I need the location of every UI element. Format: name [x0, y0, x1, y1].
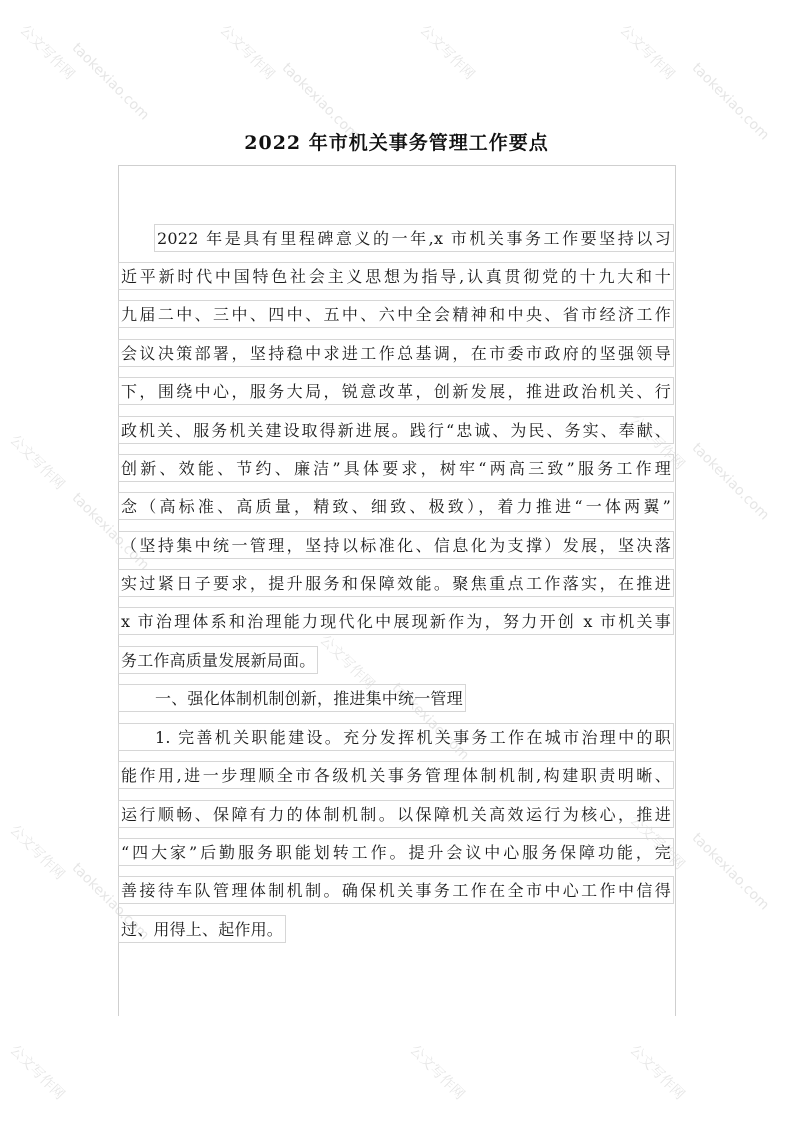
text-line: “四大家”后勤服务职能划转工作。提升会议中心服务保障功能，完 [118, 838, 674, 866]
text-line: 创新、效能、节约、廉洁”具体要求，树牢“两高三致”服务工作理 [118, 454, 674, 482]
section-heading: 一、强化体制机制创新，推进集中统一管理 [118, 684, 466, 712]
text-line: 念（高标准、高质量，精致、细致、极致），着力推进“一体两翼” [118, 492, 674, 520]
text-line: 过、用得上、起作用。 [118, 915, 286, 943]
text-line: 近平新时代中国特色社会主义思想为指导,认真贯彻党的十九大和十 [118, 262, 674, 290]
text-line: 实过紧日子要求，提升服务和保障效能。聚焦重点工作落实，在推进 [118, 569, 674, 597]
document-title: 2022 年市机关事务管理工作要点 [244, 132, 549, 154]
text-line: 2022 年是具有里程碑意义的一年,x 市机关事务工作要坚持以习 [154, 224, 674, 252]
watermark-en: taokexiao.com [688, 830, 773, 914]
watermark-cn: 公文写作网 [626, 812, 688, 873]
watermark-cn: 公文写作网 [6, 432, 68, 493]
watermark-en: taokexiao.com [688, 440, 773, 524]
text-line: 政机关、服务机关建设取得新进展。践行“忠诚、为民、务实、奉献、 [118, 416, 674, 444]
watermark-en: taokexiao.com [278, 60, 363, 144]
text-line: （坚持集中统一管理，坚持以标准化、信息化为支撑）发展，坚决落 [118, 531, 674, 559]
watermark-cn: 公文写作网 [626, 412, 688, 473]
watermark-cn: 公文写作网 [416, 22, 478, 83]
watermark-cn: 公文写作网 [6, 822, 68, 883]
text-line: 九届二中、三中、四中、五中、六中全会精神和中央、省市经济工作 [118, 300, 674, 328]
watermark-cn: 公文写作网 [616, 22, 678, 83]
watermark-cn: 公文写作网 [316, 632, 378, 693]
text-line: 1. 完善机关职能建设。充分发挥机关事务工作在城市治理中的职 [118, 723, 674, 751]
watermark-cn: 公文写作网 [6, 1042, 68, 1103]
watermark-cn: 公文写作网 [16, 22, 78, 83]
watermark-en: taokexiao.com [68, 490, 153, 574]
text-line: x 市治理体系和治理能力现代化中展现新作为，努力开创 x 市机关事 [118, 607, 674, 635]
watermark-en: taokexiao.com [388, 680, 473, 764]
text-line: 能作用,进一步理顺全市各级机关事务管理体制机制,构建职责明晰、 [118, 761, 674, 789]
watermark-cn: 公文写作网 [406, 1042, 468, 1103]
watermark-en: taokexiao.com [68, 860, 153, 944]
watermark-en: taokexiao.com [688, 60, 773, 144]
text-line: 会议决策部署，坚持稳中求进工作总基调，在市委市政府的坚强领导 [118, 339, 674, 367]
text-line: 务工作高质量发展新局面。 [118, 646, 318, 674]
watermark-cn: 公文写作网 [216, 22, 278, 83]
text-line: 下，围绕中心，服务大局，锐意改革，创新发展，推进政治机关、行 [118, 377, 674, 405]
watermark-en: taokexiao.com [68, 40, 153, 124]
watermark-cn: 公文写作网 [626, 1042, 688, 1103]
text-line: 运行顺畅、保障有力的体制机制。以保障机关高效运行为核心，推进 [118, 800, 674, 828]
text-line: 善接待车队管理体制机制。确保机关事务工作在全市中心工作中信得 [118, 876, 674, 904]
